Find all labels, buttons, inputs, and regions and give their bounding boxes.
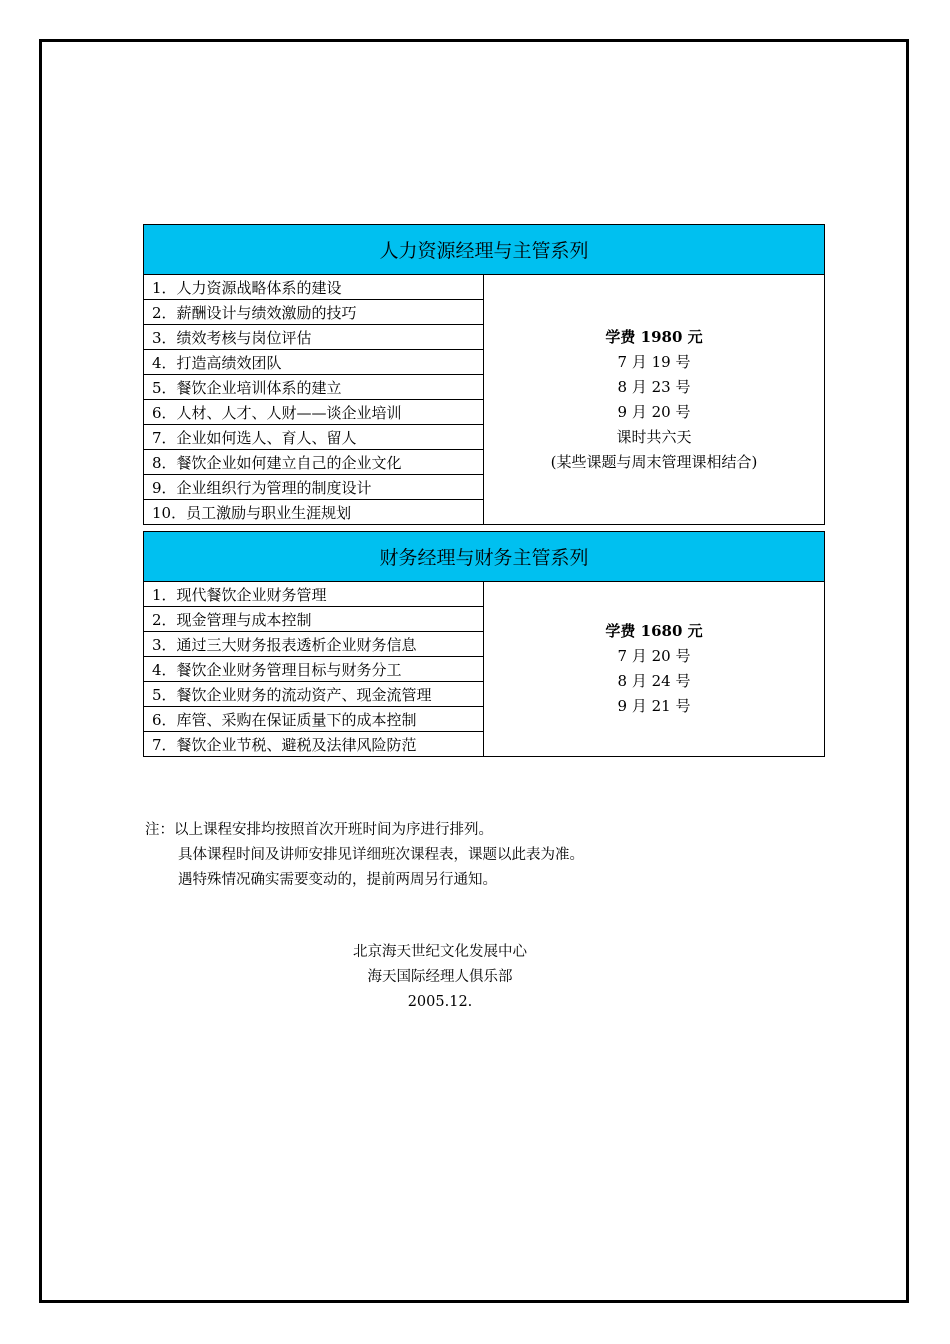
course-info [484, 582, 825, 757]
course-item: 1．现代餐饮企业财务管理 [144, 582, 484, 607]
course-item: 4．打造高绩效团队 [144, 350, 484, 375]
footer [0, 940, 880, 1015]
course-item: 5．餐饮企业培训体系的建立 [144, 375, 484, 400]
club-name: 海天国际经理人俱乐部 [367, 969, 513, 985]
course-item: 9．企业组织行为管理的制度设计 [144, 475, 484, 500]
tuition-fee: 学费 1680 元 [605, 622, 703, 640]
schedule-detail: 9 月 21 号 [617, 697, 691, 715]
section-title: 人力资源经理与主管系列 [144, 225, 825, 275]
notes [145, 818, 584, 893]
course-item: 3．绩效考核与岗位评估 [144, 325, 484, 350]
schedule-detail: 课时共六天 [616, 427, 692, 446]
course-item: 4．餐饮企业财务管理目标与财务分工 [144, 657, 484, 682]
tuition-fee: 学费 1980 元 [605, 327, 703, 346]
note-line-1: 注：以上课程安排均按照首次开班时间为序进行排列。 [145, 822, 493, 838]
course-item: 2．薪酬设计与绩效激励的技巧 [144, 300, 484, 325]
schedule-detail: 9 月 20 号 [617, 402, 691, 421]
organization-name: 北京海天世纪文化发展中心 [353, 944, 527, 960]
course-item: 7．餐饮企业节税、避税及法律风险防范 [144, 732, 484, 757]
course-item: 8．餐饮企业如何建立自己的企业文化 [144, 450, 484, 475]
course-info [484, 275, 825, 525]
course-item: 5．餐饮企业财务的流动资产、现金流管理 [144, 682, 484, 707]
course-item: 10．员工激励与职业生涯规划 [144, 500, 484, 525]
hr-course-table [143, 224, 825, 525]
schedule-detail: (某些课题与周末管理课相结合) [550, 452, 758, 471]
schedule-detail: 7 月 19 号 [617, 352, 691, 371]
note-line-3: 遇特殊情况确实需要变动的，提前两周另行通知。 [178, 872, 497, 888]
date: 2005.12. [407, 994, 473, 1010]
course-item: 2．现金管理与成本控制 [144, 607, 484, 632]
course-item: 3．通过三大财务报表透析企业财务信息 [144, 632, 484, 657]
schedule-detail: 7 月 20 号 [617, 647, 691, 665]
course-item: 1．人力资源战略体系的建设 [144, 275, 484, 300]
course-item: 6．库管、采购在保证质量下的成本控制 [144, 707, 484, 732]
course-item: 6．人材、人才、人财——谈企业培训 [144, 400, 484, 425]
finance-course-table [143, 531, 825, 757]
schedule-detail: 8 月 23 号 [617, 377, 691, 396]
note-line-2: 具体课程时间及讲师安排见详细班次课程表，课题以此表为准。 [178, 847, 584, 863]
schedule-detail: 8 月 24 号 [617, 672, 691, 690]
course-item: 7．企业如何选人、育人、留人 [144, 425, 484, 450]
section-title: 财务经理与财务主管系列 [144, 532, 825, 582]
